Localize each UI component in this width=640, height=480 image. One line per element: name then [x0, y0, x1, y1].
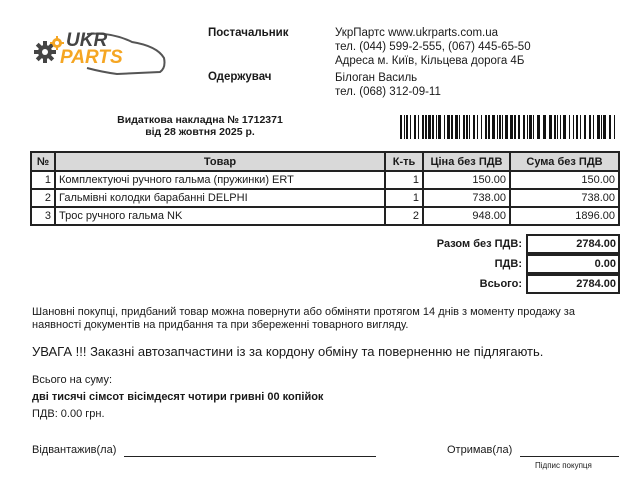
- barcode-bar: [603, 115, 606, 139]
- barcode-bar: [510, 115, 513, 139]
- total-label: Всього:: [479, 278, 522, 290]
- table-row: [31, 171, 619, 189]
- total-value: 2784.00: [526, 234, 620, 254]
- barcode-bar: [466, 115, 468, 139]
- barcode-bar: [459, 115, 460, 139]
- barcode-bar: [436, 115, 437, 139]
- barcode-bar: [455, 115, 458, 139]
- barcode-bar: [584, 115, 586, 139]
- barcode-bar: [609, 115, 611, 139]
- recipient-line: тел. (068) 312-09-11: [335, 86, 441, 98]
- barcode-bar: [497, 115, 498, 139]
- supplier-line: тел. (044) 599-2-555, (067) 445-65-50: [335, 41, 531, 53]
- vat-note: ПДВ: 0.00 грн.: [32, 408, 105, 420]
- barcode-bar: [432, 115, 434, 139]
- row-qty: 2: [385, 207, 423, 225]
- row-number: 1: [31, 171, 55, 189]
- col-number: №: [31, 152, 55, 171]
- row-sum: 1896.00: [510, 207, 619, 225]
- row-product: Трос ручного гальма NK: [55, 207, 385, 225]
- barcode-bar: [422, 115, 424, 139]
- row-price: 150.00: [423, 171, 510, 189]
- barcode-bar: [560, 115, 561, 139]
- supplier-label: Постачальник: [208, 27, 289, 39]
- barcode-bar: [527, 115, 528, 139]
- row-product: Гальмівні колодки барабанні DELPHI: [55, 189, 385, 207]
- vat-total: [300, 254, 620, 274]
- barcode-bar: [485, 115, 487, 139]
- supplier-info: [335, 26, 531, 68]
- table-header: [31, 152, 619, 171]
- barcode-bar: [593, 115, 594, 139]
- barcode-bar: [554, 115, 556, 139]
- barcode-bar: [523, 115, 525, 139]
- row-qty: 1: [385, 171, 423, 189]
- barcode-bar: [499, 115, 501, 139]
- recipient-line: Білоган Василь: [335, 72, 418, 84]
- row-price: 738.00: [423, 189, 510, 207]
- barcode-bar: [601, 115, 602, 139]
- barcode-bar: [597, 115, 600, 139]
- barcode-bar: [404, 115, 405, 139]
- return-policy-line: наявності документів на придбання та при збереженні товарного вигляду.: [32, 319, 409, 331]
- table-row: [31, 207, 619, 225]
- barcode-bar: [576, 115, 578, 139]
- warning-text: УВАГА !!! Заказні автозапчастини із за кордону обміну та поверненню не підлягають.: [32, 344, 544, 359]
- row-sum: 738.00: [510, 189, 619, 207]
- barcode-bar: [580, 115, 581, 139]
- barcode-bar: [529, 115, 532, 139]
- barcode-bar: [589, 115, 591, 139]
- barcode-bar: [488, 115, 490, 139]
- row-sum: 150.00: [510, 171, 619, 189]
- barcode-bar: [410, 115, 411, 139]
- total-label: Разом без ПДВ:: [436, 238, 522, 250]
- row-price: 948.00: [423, 207, 510, 225]
- barcode-bar: [425, 115, 427, 139]
- barcode-bar: [481, 115, 482, 139]
- return-policy-line: Шановні покупці, придбаний товар можна повернути або обміняти протягом 14 днів з моменту продажу за: [32, 306, 575, 318]
- barcode-bar: [569, 115, 570, 139]
- received-by-label: Отримав(ла): [447, 444, 513, 456]
- sum-in-words: дві тисячі сімсот вісімдесят чотири гривні 00 копійок: [32, 391, 324, 403]
- document-title: [100, 114, 300, 138]
- barcode-bar: [469, 115, 470, 139]
- barcode-bar: [502, 115, 503, 139]
- recipient-info: [335, 71, 441, 99]
- row-number: 2: [31, 189, 55, 207]
- barcode-bar: [418, 115, 419, 139]
- total-value: 0.00: [526, 254, 620, 274]
- barcode-bar: [428, 115, 431, 139]
- barcode-bar: [573, 115, 574, 139]
- row-qty: 1: [385, 189, 423, 207]
- company-logo: [32, 28, 172, 84]
- table-row: [31, 189, 619, 207]
- total-label: ПДВ:: [494, 258, 522, 270]
- barcode: [400, 115, 620, 139]
- sum-label: Всього на суму:: [32, 374, 112, 386]
- col-price: Ціна без ПДВ: [423, 152, 510, 171]
- barcode-bar: [505, 115, 508, 139]
- row-product: Комплектуючі ручного гальма (пружинки) ERT: [55, 171, 385, 189]
- barcode-bar: [451, 115, 453, 139]
- col-product: Товар: [55, 152, 385, 171]
- barcode-bar: [444, 115, 445, 139]
- barcode-bar: [438, 115, 441, 139]
- received-signature-line: [520, 456, 619, 457]
- barcode-bar: [537, 115, 540, 139]
- items-table: [30, 151, 620, 226]
- invoice-date: від 28 жовтня 2025 р.: [145, 126, 255, 138]
- barcode-bar: [549, 115, 552, 139]
- barcode-bar: [406, 115, 408, 139]
- barcode-bar: [400, 115, 402, 139]
- barcode-bar: [563, 115, 566, 139]
- recipient-label: Одержувач: [208, 71, 272, 83]
- barcode-bar: [557, 115, 558, 139]
- barcode-bar: [414, 115, 416, 139]
- grand-total: [300, 274, 620, 294]
- barcode-bar: [533, 115, 534, 139]
- total-value: 2784.00: [526, 274, 620, 294]
- col-qty: К-ть: [385, 152, 423, 171]
- col-sum: Сума без ПДВ: [510, 152, 619, 171]
- supplier-line: Адреса м. Київ, Кільцева дорога 4Б: [335, 55, 525, 67]
- logo-text-top: UKR: [66, 30, 108, 51]
- buyer-signature-caption: Підпис покупця: [535, 461, 592, 470]
- supplier-line: УкрПартс www.ukrparts.com.ua: [335, 27, 499, 39]
- barcode-bar: [477, 115, 478, 139]
- shipped-signature-line: [124, 456, 376, 457]
- barcode-bar: [614, 115, 615, 139]
- row-number: 3: [31, 207, 55, 225]
- total-without-vat: [300, 234, 620, 254]
- logo-text-bottom: PARTS: [60, 47, 123, 68]
- invoice-number: Видаткова накладна № 1712371: [117, 114, 283, 126]
- barcode-bar: [514, 115, 516, 139]
- barcode-bar: [543, 115, 546, 139]
- barcode-bar: [518, 115, 520, 139]
- return-policy: [32, 306, 575, 332]
- barcode-bar: [447, 115, 450, 139]
- barcode-bar: [473, 115, 475, 139]
- barcode-bar: [492, 115, 495, 139]
- shipped-by-label: Відвантажив(ла): [32, 444, 117, 456]
- barcode-bar: [463, 115, 465, 139]
